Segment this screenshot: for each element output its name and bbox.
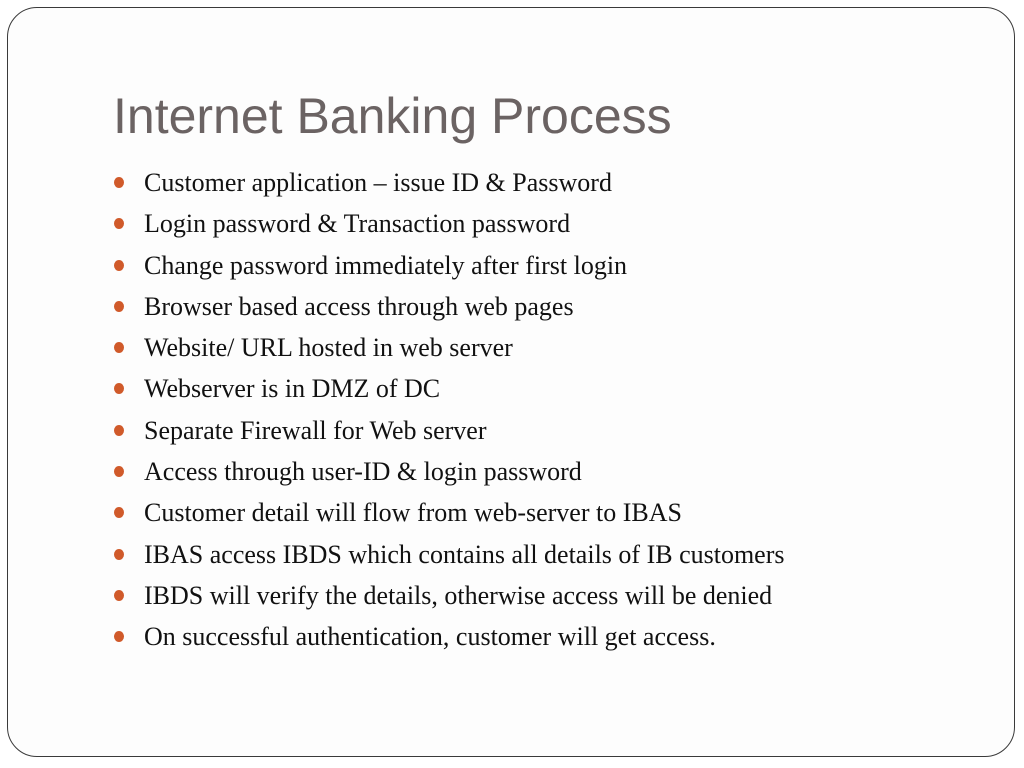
bullet-item bbox=[113, 575, 785, 616]
bullet-dot-icon bbox=[114, 342, 124, 353]
bullet-item bbox=[113, 616, 785, 657]
bullet-text: IBAS access IBDS which contains all details of IB customers bbox=[144, 539, 785, 569]
bullet-dot-icon bbox=[114, 466, 124, 477]
bullet-item bbox=[113, 286, 785, 327]
bullet-dot-icon bbox=[114, 383, 124, 394]
bullet-dot-icon bbox=[114, 301, 124, 312]
bullet-text: Separate Firewall for Web server bbox=[144, 415, 487, 445]
bullet-text: Access through user-ID & login password bbox=[144, 457, 582, 487]
slide-title: Internet Banking Process bbox=[113, 88, 672, 144]
bullet-text: Login password & Transaction password bbox=[144, 209, 571, 239]
bullet-dot-icon bbox=[114, 507, 124, 518]
bullet-item bbox=[113, 368, 785, 409]
bullet-dot-icon bbox=[114, 260, 124, 271]
bullet-text: IBDS will verify the details, otherwise access will be denied bbox=[144, 580, 773, 610]
bullet-dot-icon bbox=[114, 549, 124, 560]
bullet-dot-icon bbox=[114, 177, 124, 188]
bullet-dot-icon bbox=[114, 218, 124, 229]
bullet-text: On successful authentication, customer will get access. bbox=[144, 622, 716, 652]
bullet-dot-icon bbox=[114, 425, 124, 436]
bullet-text: Website/ URL hosted in web server bbox=[144, 333, 513, 363]
bullet-text: Customer detail will flow from web-server to IBAS bbox=[144, 498, 682, 528]
bullet-item bbox=[113, 534, 785, 575]
bullet-dot-icon bbox=[114, 631, 124, 642]
bullet-item bbox=[113, 492, 785, 533]
bullet-item bbox=[113, 203, 785, 244]
bullet-item bbox=[113, 451, 785, 492]
bullet-text: Browser based access through web pages bbox=[144, 291, 574, 321]
bullet-text: Webserver is in DMZ of DC bbox=[144, 374, 441, 404]
bullet-item bbox=[113, 162, 785, 203]
bullet-text: Customer application – issue ID & Password bbox=[144, 168, 612, 197]
bullet-item bbox=[113, 245, 785, 286]
bullet-text: Change password immediately after first login bbox=[144, 250, 628, 280]
bullet-item bbox=[113, 327, 785, 368]
bullet-list bbox=[113, 162, 785, 658]
bullet-dot-icon bbox=[114, 590, 124, 601]
bullet-item bbox=[113, 410, 785, 451]
